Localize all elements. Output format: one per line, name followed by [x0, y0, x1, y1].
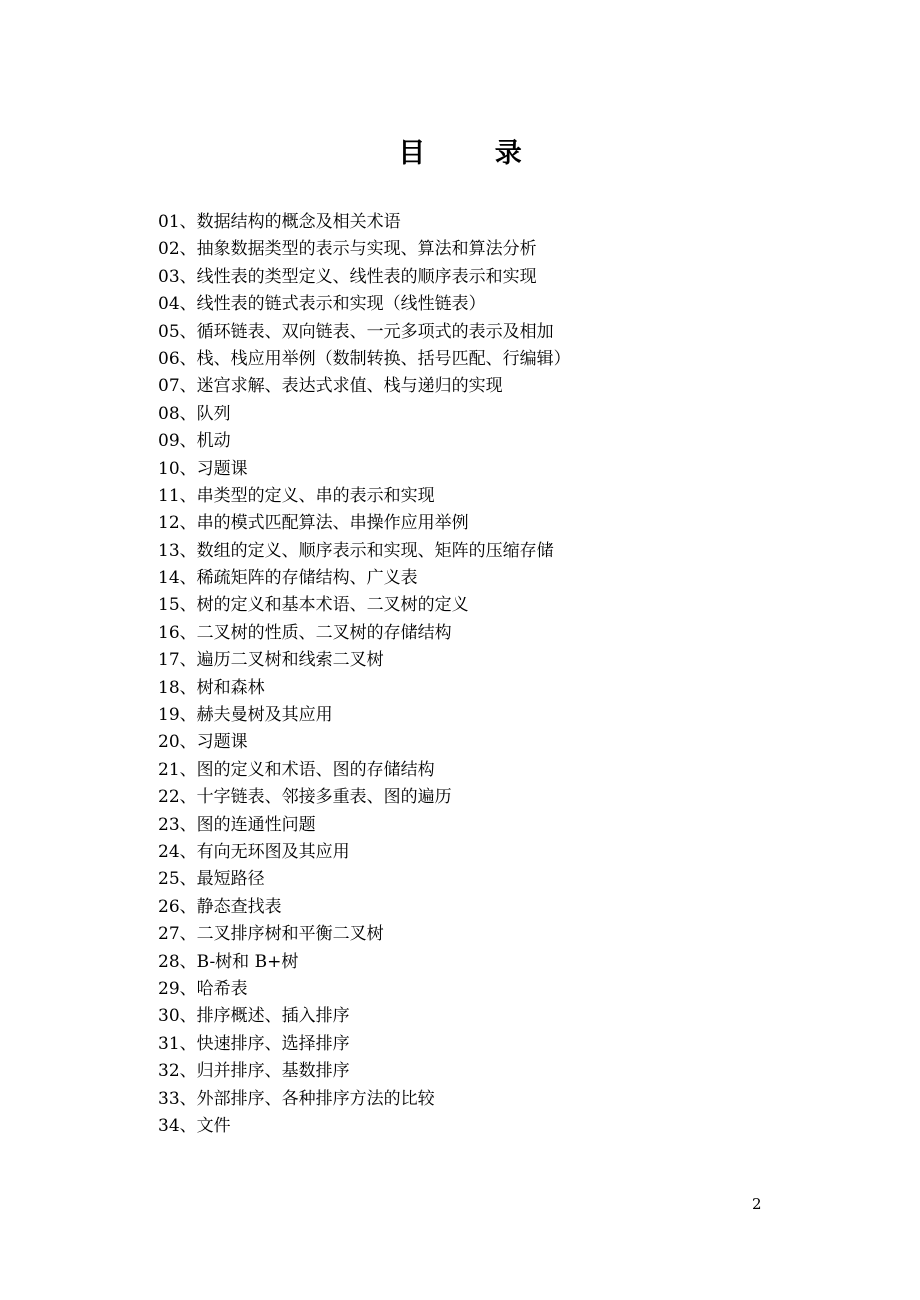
toc-entry: 27、二叉排序树和平衡二叉树	[158, 924, 384, 945]
toc-entry: 24、有向无环图及其应用	[158, 841, 350, 862]
toc-entry: 10、习题课	[158, 458, 248, 479]
toc-entry: 02、抽象数据类型的表示与实现、算法和算法分析	[158, 239, 537, 260]
toc-entry: 09、机动	[158, 431, 231, 452]
toc-entry: 28、B-树和 B+树	[158, 951, 299, 972]
toc-entry: 14、稀疏矩阵的存储结构、广义表	[158, 568, 418, 589]
toc-entry: 31、快速排序、选择排序	[158, 1033, 350, 1054]
toc-entry: 06、栈、栈应用举例（数制转换、括号匹配、行编辑）	[158, 348, 571, 369]
toc-entry: 21、图的定义和术语、图的存储结构	[158, 759, 435, 780]
toc-entry: 20、习题课	[158, 732, 248, 753]
toc-entry: 23、图的连通性问题	[158, 814, 316, 835]
toc-entry: 08、队列	[158, 403, 231, 424]
toc-entry: 16、二叉树的性质、二叉树的存储结构	[158, 622, 452, 643]
toc-entry: 25、最短路径	[158, 869, 265, 890]
toc-entry: 17、遍历二叉树和线索二叉树	[158, 650, 384, 671]
page-number: 2	[752, 1195, 762, 1213]
toc-entry: 26、静态查找表	[158, 896, 282, 917]
page-title: 目 录	[398, 138, 552, 169]
toc-entry: 04、线性表的链式表示和实现（线性链表）	[158, 294, 486, 315]
toc-entry: 07、迷宫求解、表达式求值、栈与递归的实现	[158, 376, 503, 397]
table-of-contents	[158, 209, 571, 1140]
toc-entry: 32、归并排序、基数排序	[158, 1061, 350, 1082]
toc-entry: 18、树和森林	[158, 677, 265, 698]
toc-entry: 11、串类型的定义、串的表示和实现	[158, 485, 435, 506]
toc-entry: 22、十字链表、邻接多重表、图的遍历	[158, 787, 452, 808]
toc-entry: 34、文件	[158, 1115, 231, 1136]
toc-entry: 12、串的模式匹配算法、串操作应用举例	[158, 513, 469, 534]
toc-entry: 30、排序概述、插入排序	[158, 1006, 350, 1027]
toc-entry: 29、哈希表	[158, 978, 248, 999]
toc-entry: 03、线性表的类型定义、线性表的顺序表示和实现	[158, 266, 537, 287]
toc-entry: 19、赫夫曼树及其应用	[158, 705, 333, 726]
toc-entry: 33、外部排序、各种排序方法的比较	[158, 1088, 435, 1109]
toc-entry: 01、数据结构的概念及相关术语	[158, 212, 401, 232]
toc-entry: 05、循环链表、双向链表、一元多项式的表示及相加	[158, 321, 554, 342]
toc-entry: 15、树的定义和基本术语、二叉树的定义	[158, 595, 469, 616]
toc-entry: 13、数组的定义、顺序表示和实现、矩阵的压缩存储	[158, 540, 554, 561]
